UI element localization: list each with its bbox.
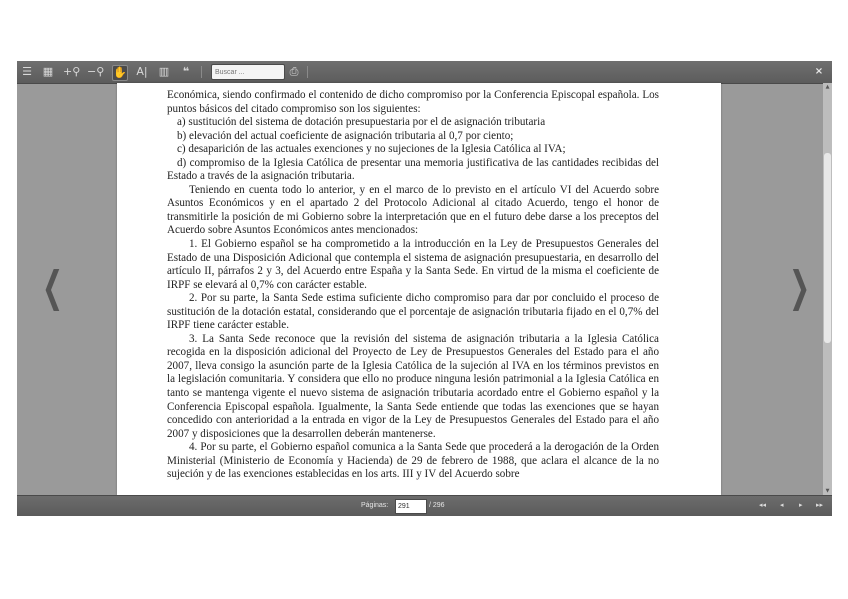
toolbar-separator [307,66,308,78]
scroll-up-icon[interactable]: ▲ [825,84,830,90]
paragraph: 1. El Gobierno español se ha comprometido a la introducción en la Ley de Presupuestos Generales del Estado de una Disposición Adicional que contempla el sistema de asignación presupuestaria, en desarrollo del artículo II, párrafos 2 y 3, del Acuerdo entre España y la Santa Sede. En virtud de la misma el coeficiente de IRPF se elevará al 0,7% con carácter estable. [167,238,659,291]
toolbar-separator [201,66,202,78]
paragraph: Teniendo en cuenta todo lo anterior, y en el marco de lo previsto en el artículo VI del Acuerdo sobre Asuntos Económicos y en el apartado 2 del Protocolo Adicional al citado Acuerdo, tengo el honor de transmitirle la posición de mi Gobierno sobre la interpretación que en el futuro debe darse a los preceptos del Acuerdo sobre Asuntos Económicos antes mencionados: [167,183,659,237]
zoom-out-icon[interactable]: −⚲ [87,65,105,78]
page-number-input[interactable] [395,499,427,514]
close-button[interactable]: × [814,66,824,77]
list-item: a) sustitución del sistema de dotación presupuestaria por el de asignación tributaria [177,116,546,129]
paragraph: Económica, siendo confirmado el contenido de dicho compromiso por la Conferencia Episcopal española. Los puntos básicos del citado compromiso son los siguientes: [167,89,659,115]
last-page-icon[interactable]: ▸▸ [816,501,824,509]
paragraph: 3. La Santa Sede reconoce que la revisión del sistema de asignación tributaria a la Iglesia Católica recogida en la disposición adicional del Proyecto de Ley de Presupuestos Generales del Estado para el año 2007, lleva consigo la asunción parte de la Iglesia Católica de la sujeción al IVA en los términos previstos en la legislación comunitaria. Y considera que ello no produce ninguna lesión patrimonial a la Iglesia Católica en tanto se mantenga vigente el nuevo sistema de asignación tributaria acordado entre el Gobierno español y la Conferencia Episcopal española. Igualmente, la Santa Sede entiende que todas las exenciones que se hayan concedido con anterioridad a la entrada en vigor de la Ley de Presupuestos Generales del Estado para el año 2007 y disposiciones que la desarrollen deberán mantenerse. [167,332,659,440]
thumbnails-icon[interactable]: ▦ [42,65,54,78]
total-pages: / 296 [429,502,445,509]
next-page-icon[interactable]: ▸ [799,501,803,509]
prev-page-icon[interactable]: ◂ [780,501,784,509]
quote-icon[interactable]: ❝ [182,65,190,78]
page-text [167,89,659,482]
list-item: b) elevación del actual coeficiente de asignación tributaria al 0,7 por ciento; [177,129,514,142]
hand-tool-icon[interactable]: ✋ [113,66,127,79]
scrollbar-thumb[interactable] [824,153,831,343]
list-item: c) desaparición de las actuales exenciones y no sujeciones de la Iglesia Católica al IVA; [177,143,566,156]
scroll-down-icon[interactable]: ▼ [825,488,830,494]
print-icon[interactable]: ⎙ [289,65,299,78]
document-viewer [17,61,832,516]
paragraph: 4. Por su parte, el Gobierno español comunica a la Santa Sede que procederá a la derogación de la Orden Ministerial (Ministerio de Economía y Hacienda) de 29 de febrero de 1988, que aclara el alcance de la no sujeción y de las exenciones establecidas en los arts. III y IV del Acuerdo sobre [167,441,659,481]
zoom-in-icon[interactable]: +⚲ [63,65,81,78]
search-input[interactable] [211,64,285,80]
list-item: d) compromiso de la Iglesia Católica de presentar una memoria justificativa de las cantidades recibidas del Estado a través de la asignación tributaria. [167,156,659,183]
document-page [117,83,721,495]
outline-icon[interactable]: ☰ [22,65,32,78]
first-page-icon[interactable]: ◂◂ [759,501,767,509]
bottom-toolbar [17,495,832,516]
previous-page-arrow-icon[interactable]: ❮ [42,262,64,311]
text-select-icon[interactable]: A| [136,65,148,78]
paragraph: 2. Por su parte, la Santa Sede estima suficiente dicho compromiso para dar por concluido el proceso de sustitución de la dotación estatal, considerando que el porcentaje de asignación tributaria fijado en el 0,7% del IRPF tiene carácter estable. [167,292,659,332]
next-page-arrow-icon[interactable]: ❯ [789,262,811,311]
book-view-icon[interactable]: ▥ [158,65,170,78]
vertical-scrollbar[interactable] [823,83,832,495]
pages-label: Páginas: [361,502,389,509]
top-toolbar [17,61,832,84]
